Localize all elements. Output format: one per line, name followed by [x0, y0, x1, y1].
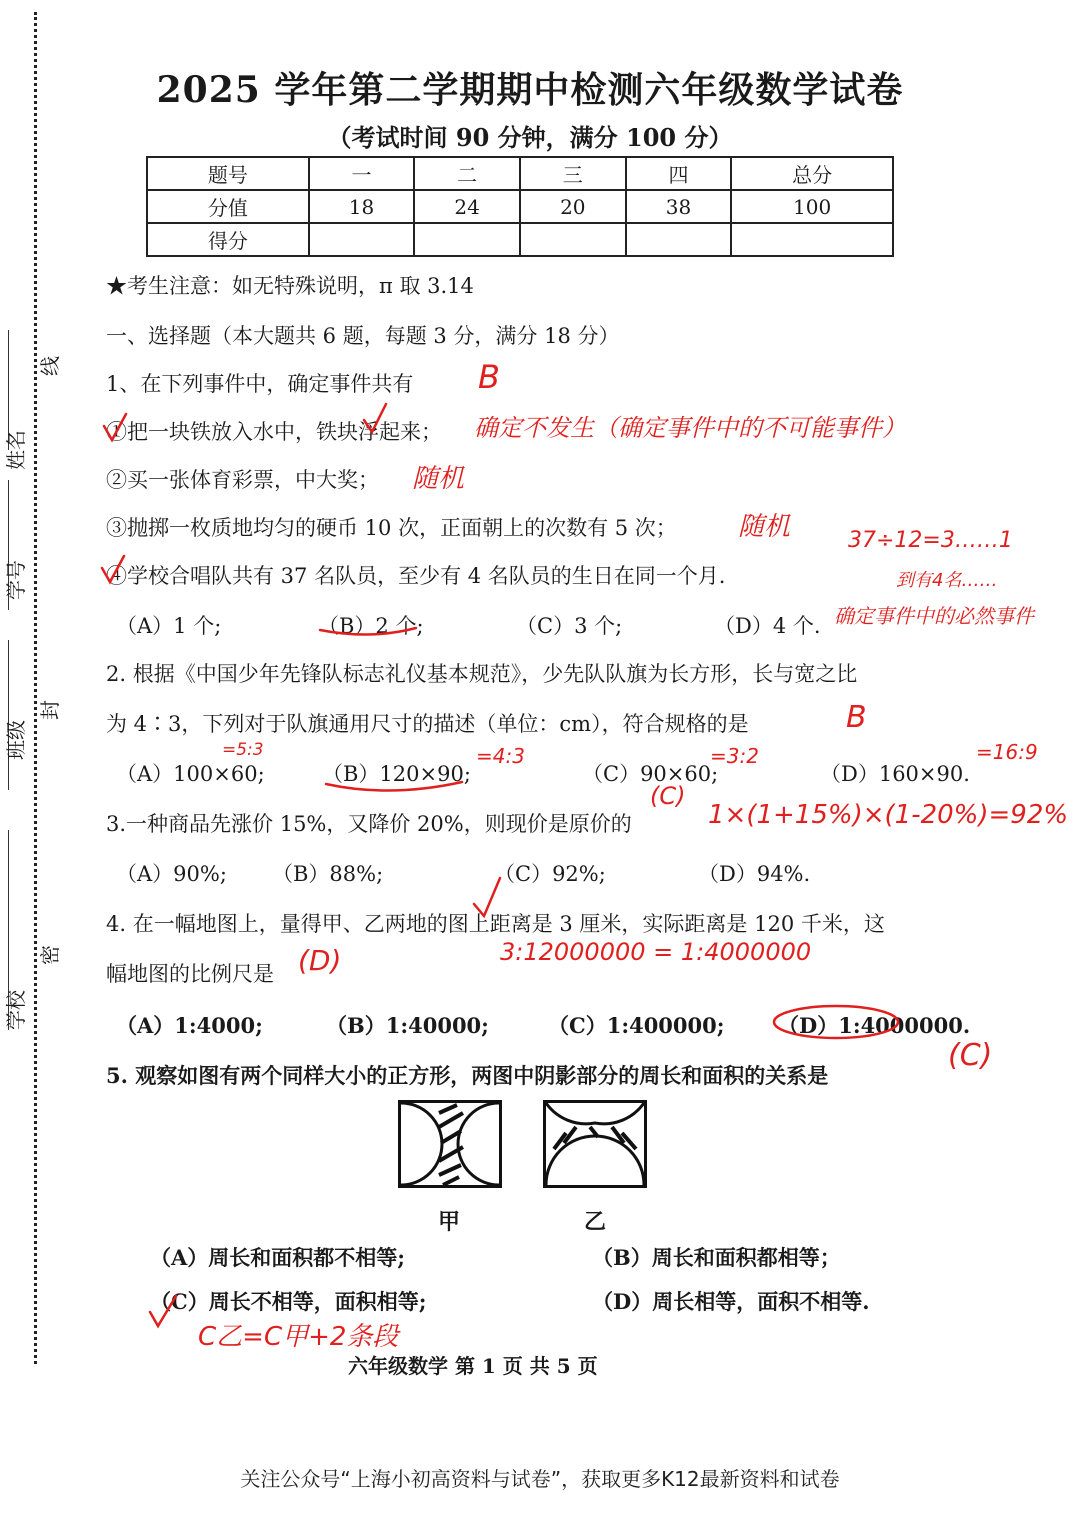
- handwritten-calc-q1-1: 37÷12=3……1: [848, 528, 1013, 553]
- question-2-option-a: （A）100×60;: [116, 762, 265, 786]
- question-2-option-c: （C）90×60;: [582, 762, 719, 786]
- question-1-option-d: （D）4 个.: [714, 614, 821, 638]
- figure-yi-square: [543, 1100, 647, 1188]
- handwritten-calc-q1-2: 到有4名……: [896, 570, 998, 591]
- table-cell: 18: [309, 190, 415, 223]
- exam-title: 2025 学年第二学期期中检测六年级数学试卷: [156, 69, 904, 111]
- section-title: 一、选择题（本大题共 6 题，每题 3 分，满分 18 分）: [106, 324, 620, 348]
- handwritten-answer-q5: (C): [948, 1038, 993, 1073]
- handwritten-ratio-q2-d: =16:9: [976, 740, 1038, 764]
- question-5-option-d: （D）周长相等，面积不相等.: [592, 1289, 870, 1314]
- handwritten-ratio-q2-a: =5:3: [222, 740, 264, 760]
- question-2-option-d: （D）160×90.: [820, 762, 970, 786]
- table-cell: 题号: [147, 157, 309, 190]
- question-2-stem-line-2: 为 4∶3，下列对于队旗通用尺寸的描述（单位：cm），符合规格的是: [106, 712, 749, 736]
- question-1-option-b: （B）2 个;: [318, 614, 424, 638]
- question-5-option-a: （A）周长和面积都不相等;: [150, 1245, 406, 1270]
- question-3-stem: 3.一种商品先涨价 15%，又降价 20%，则现价是原价的: [106, 812, 632, 836]
- handwritten-calc-q3: 1×(1+15%)×(1-20%)=92%: [708, 800, 1069, 830]
- table-cell[interactable]: [309, 223, 415, 256]
- question-4-option-d: （D）1:4000000.: [778, 1013, 971, 1038]
- binding-label-seal: 封: [38, 700, 62, 720]
- table-cell: 得分: [147, 223, 309, 256]
- exam-subtitle: （考试时间 90 分钟，满分 100 分）: [327, 123, 733, 152]
- binding-label-secret: 密: [38, 945, 62, 965]
- table-cell[interactable]: [626, 223, 732, 256]
- figure-jia-drawing: [401, 1103, 499, 1185]
- figure-yi-drawing: [546, 1103, 644, 1185]
- handwritten-answer-q3: (C): [650, 782, 686, 810]
- question-4-option-a: （A）1:4000;: [116, 1013, 263, 1038]
- question-3-option-c: （C）92%;: [494, 862, 606, 886]
- table-cell: 四: [626, 157, 732, 190]
- figure-label-jia: 甲: [438, 1209, 461, 1235]
- question-3-option-a: （A）90%;: [116, 862, 227, 886]
- handwritten-note-q5: C乙=C甲+2条段: [198, 1322, 399, 1352]
- table-cell[interactable]: [414, 223, 520, 256]
- question-1-item-4: ④学校合唱队共有 37 名队员，至少有 4 名队员的生日在同一个月.: [106, 564, 726, 588]
- question-2-stem-line-1: 2. 根据《中国少年先锋队标志礼仪基本规范》，少先队队旗为长方形，长与宽之比: [106, 662, 858, 686]
- score-table: [146, 156, 894, 257]
- table-cell: 总分: [731, 157, 893, 190]
- handwritten-note-q1-item1: 确定不发生（确定事件中的不可能事件）: [474, 414, 906, 442]
- handwritten-note-q1-item2: 随机: [412, 464, 465, 494]
- handwritten-answer-q1: B: [478, 358, 500, 396]
- question-1-item-2: ②买一张体育彩票，中大奖；: [106, 468, 379, 492]
- figure-jia-square: [398, 1100, 502, 1188]
- question-5-stem: 5. 观察如图有两个同样大小的正方形，两图中阴影部分的周长和面积的关系是: [106, 1063, 829, 1088]
- question-1-item-3: ③抛掷一枚质地均匀的硬币 10 次，正面朝上的次数有 5 次；: [106, 516, 677, 540]
- table-cell: 分值: [147, 190, 309, 223]
- table-cell: 38: [626, 190, 732, 223]
- handwritten-ratio-q2-c: =3:2: [710, 744, 759, 768]
- binding-label-school: 学校: [4, 990, 28, 1030]
- table-cell[interactable]: [731, 223, 893, 256]
- binding-label-seal-line: 线: [38, 356, 62, 376]
- table-cell: 24: [414, 190, 520, 223]
- handwritten-answer-q4: (D): [298, 944, 342, 977]
- binding-field-line: [8, 640, 9, 790]
- watermark-footer: 关注公众号“上海小初高资料与试卷”，获取更多K12最新资料和试卷: [240, 1467, 840, 1491]
- question-4-stem-line-2: 幅地图的比例尺是: [106, 962, 274, 986]
- handwritten-calc-q4: 3:12000000 = 1:4000000: [500, 938, 812, 966]
- handwritten-answer-q2: B: [846, 700, 867, 735]
- question-4-option-b: （B）1:40000;: [326, 1013, 489, 1038]
- question-1-item-1: ①把一块铁放入水中，铁块浮起来；: [106, 420, 442, 444]
- table-cell: 100: [731, 190, 893, 223]
- handwritten-note-q1-item3: 随机: [738, 512, 791, 542]
- question-1-stem: 1、在下列事件中，确定事件共有: [106, 372, 414, 396]
- question-1-option-c: （C）3 个;: [516, 614, 623, 638]
- page-footer: 六年级数学 第 1 页 共 5 页: [348, 1354, 598, 1378]
- question-2-option-b: （B）120×90;: [322, 762, 471, 786]
- handwritten-calc-q1-3: 确定事件中的必然事件: [834, 604, 1034, 628]
- table-cell: 20: [520, 190, 626, 223]
- binding-label-student-number: 学号: [4, 560, 28, 600]
- table-row: [147, 223, 893, 256]
- question-3-option-d: （D）94%.: [698, 862, 811, 886]
- table-cell: 二: [414, 157, 520, 190]
- question-4-option-c: （C）1:400000;: [548, 1013, 725, 1038]
- table-row: [147, 157, 893, 190]
- handwritten-ratio-q2-b: =4:3: [476, 744, 525, 768]
- question-3-option-b: （B）88%;: [272, 862, 384, 886]
- question-5-option-c: （C）周长不相等，面积相等;: [150, 1289, 427, 1314]
- question-5-option-b: （B）周长和面积都相等；: [592, 1245, 841, 1270]
- question-1-option-a: （A）1 个;: [116, 614, 222, 638]
- table-row: [147, 190, 893, 223]
- table-cell: 三: [520, 157, 626, 190]
- candidate-notice: ★考生注意：如无特殊说明，π 取 3.14: [106, 274, 474, 298]
- question-4-stem-line-1: 4. 在一幅地图上，量得甲、乙两地的图上距离是 3 厘米，实际距离是 120 千米，这: [106, 912, 885, 936]
- binding-label-class: 班级: [4, 720, 28, 760]
- table-cell: 一: [309, 157, 415, 190]
- table-cell[interactable]: [520, 223, 626, 256]
- binding-dotted-line: [34, 12, 37, 1364]
- figure-label-yi: 乙: [584, 1209, 607, 1235]
- binding-label-name: 姓名: [4, 430, 28, 470]
